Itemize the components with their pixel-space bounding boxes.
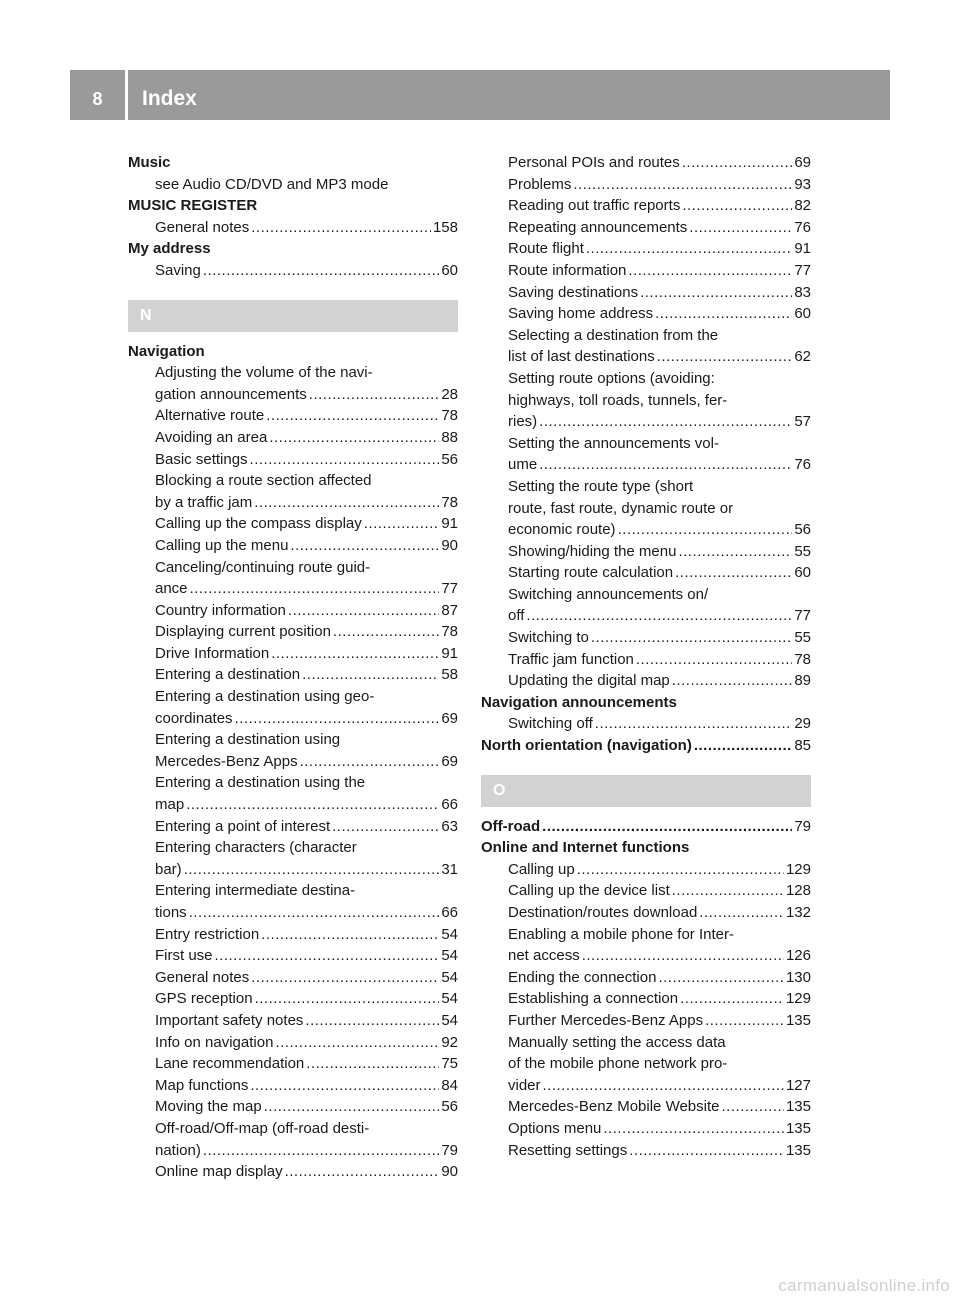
dot-leader <box>629 1140 784 1162</box>
page-reference: 128 <box>785 882 811 900</box>
index-subentry <box>481 967 811 989</box>
dot-leader <box>309 384 440 406</box>
index-subentry <box>481 605 811 627</box>
page-reference: 60 <box>441 261 458 279</box>
index-subentry <box>481 195 811 217</box>
entry-label: off <box>508 607 525 625</box>
page-reference: 75 <box>441 1055 458 1073</box>
dot-leader <box>577 859 784 881</box>
page-reference: 69 <box>794 154 811 171</box>
index-term: MUSIC REGISTER <box>128 197 258 215</box>
index-subentry <box>128 513 458 535</box>
entry-label: Calling up <box>508 860 575 878</box>
index-subentry <box>128 535 458 557</box>
page-reference: 85 <box>794 737 811 755</box>
index-subentry <box>481 1075 811 1097</box>
page-reference: 91 <box>441 644 458 662</box>
page-header <box>70 70 890 120</box>
entry-label: net access <box>508 947 580 965</box>
page-reference: 79 <box>441 1141 458 1159</box>
entry-label: Off-road <box>481 817 541 835</box>
entry-label: Mercedes-Benz Apps <box>155 752 298 770</box>
index-subentry <box>481 346 811 368</box>
dot-leader <box>269 427 439 449</box>
dot-leader <box>285 1161 440 1183</box>
page-reference: 78 <box>441 493 458 511</box>
dot-leader <box>526 605 792 627</box>
page-reference: 91 <box>794 240 811 258</box>
index-subentry: Blocking a route section affected <box>155 472 372 490</box>
index-subentry <box>481 1118 811 1140</box>
entry-label: Switching to <box>508 629 589 647</box>
dot-leader <box>189 902 440 924</box>
dot-leader <box>675 562 792 584</box>
index-subentry <box>481 152 811 174</box>
dot-leader <box>254 492 439 514</box>
entry-label: Saving <box>155 261 201 279</box>
dot-leader <box>542 816 792 838</box>
page-reference: 69 <box>441 709 458 727</box>
page-reference: 55 <box>794 629 811 647</box>
index-subentry: Entering a destination using geo- <box>155 688 375 706</box>
entry-label: nation) <box>155 1141 201 1159</box>
index-subentry <box>481 454 811 476</box>
dot-leader <box>658 967 784 989</box>
index-subentry <box>481 627 811 649</box>
page-reference: 135 <box>785 1098 811 1116</box>
dot-leader <box>591 627 792 649</box>
index-subentry <box>481 260 811 282</box>
index-subentry <box>128 217 458 239</box>
entry-label: Resetting settings <box>508 1141 628 1159</box>
index-subentry <box>481 238 811 260</box>
dot-leader <box>543 1075 784 1097</box>
page-reference: 88 <box>441 428 458 446</box>
entry-label: ume <box>508 456 538 474</box>
dot-leader <box>705 1010 784 1032</box>
page-reference: 31 <box>441 860 458 878</box>
dot-leader <box>618 519 793 541</box>
entry-label: Entering a point of interest <box>155 817 331 835</box>
entry-label: bar) <box>155 860 182 878</box>
index-subentry <box>128 260 458 282</box>
index-subentry <box>481 713 811 735</box>
dot-leader <box>251 967 439 989</box>
index-subentry <box>128 621 458 643</box>
index-term: Online and Internet functions <box>481 839 690 857</box>
entry-label: Starting route calculation <box>508 564 674 582</box>
index-subentry <box>128 945 458 967</box>
entry-label: Entering a destination <box>155 666 301 684</box>
index-subentry <box>128 449 458 471</box>
page-reference: 87 <box>441 601 458 619</box>
index-subentry <box>481 859 811 881</box>
dot-leader <box>332 816 439 838</box>
index-subentry <box>128 643 458 665</box>
page-reference: 135 <box>785 1119 811 1137</box>
dot-leader <box>582 945 784 967</box>
dot-leader <box>333 621 439 643</box>
index-subentry: Entering a destination using the <box>155 774 366 792</box>
page-reference: 60 <box>794 564 811 582</box>
entry-label: tions <box>155 904 187 921</box>
dot-leader <box>306 1053 439 1075</box>
page-reference: 57 <box>794 413 811 431</box>
entry-label: Online map display <box>155 1163 283 1181</box>
index-subentry: Setting the announcements vol- <box>508 434 719 452</box>
dot-leader <box>721 1096 783 1118</box>
page-reference: 63 <box>441 817 458 835</box>
entry-label: Basic settings <box>155 450 248 468</box>
index-subentry <box>481 1096 811 1118</box>
index-subentry: of the mobile phone network pro- <box>508 1055 728 1073</box>
dot-leader <box>290 535 439 557</box>
entry-label: Personal POIs and routes <box>508 154 680 171</box>
dot-leader <box>655 303 792 325</box>
page-reference: 28 <box>441 385 458 403</box>
entry-label: Calling up the device list <box>508 882 670 900</box>
page-reference: 92 <box>441 1033 458 1051</box>
index-column-left <box>128 152 458 1183</box>
page-reference: 89 <box>794 672 811 690</box>
index-subentry <box>481 282 811 304</box>
entry-label: Displaying current position <box>155 623 331 641</box>
page-reference: 78 <box>441 407 458 425</box>
index-subentry <box>128 751 458 773</box>
page-reference: 58 <box>441 666 458 684</box>
entry-label: Options menu <box>508 1119 602 1137</box>
index-subentry <box>481 1140 811 1162</box>
index-subentry <box>481 1010 811 1032</box>
entry-label: Country information <box>155 601 286 619</box>
entry-label: Map functions <box>155 1076 249 1094</box>
index-subentry: see Audio CD/DVD and MP3 mode <box>155 175 389 193</box>
page-reference: 56 <box>794 521 811 539</box>
entry-label: Updating the digital map <box>508 672 670 690</box>
index-subentry <box>481 880 811 902</box>
entry-label: Alternative route <box>155 407 265 425</box>
page-reference: 126 <box>785 947 811 965</box>
index-subentry <box>128 794 458 816</box>
dot-leader <box>672 670 793 692</box>
dot-leader <box>699 902 784 924</box>
entry-label: Important safety notes <box>155 1011 304 1029</box>
index-subentry <box>481 411 811 433</box>
index-subentry <box>481 174 811 196</box>
entry-label: Moving the map <box>155 1098 262 1116</box>
entry-label: ance <box>155 580 188 598</box>
index-subentry <box>128 1032 458 1054</box>
entry-label: General notes <box>155 218 250 236</box>
entry-label: ries) <box>508 413 538 431</box>
index-subentry <box>128 600 458 622</box>
page-reference: 78 <box>794 650 811 668</box>
page-reference: 77 <box>794 607 811 625</box>
index-subentry <box>481 562 811 584</box>
index-subentry <box>128 664 458 686</box>
dot-leader <box>636 649 792 671</box>
index-subentry: Entering characters (character <box>155 839 357 857</box>
index-subentry <box>128 405 458 427</box>
entry-label: Calling up the menu <box>155 536 289 554</box>
index-term: My address <box>128 240 211 258</box>
index-subentry: Entering intermediate destina- <box>155 882 356 900</box>
page-title: Index <box>142 87 197 110</box>
index-column-right <box>481 152 811 1161</box>
dot-leader <box>250 449 440 471</box>
page-reference: 56 <box>441 450 458 468</box>
entry-label: vider <box>508 1076 541 1094</box>
index-subentry <box>481 988 811 1010</box>
page-reference: 77 <box>794 261 811 279</box>
index-subentry <box>128 384 458 406</box>
entry-label: Entry restriction <box>155 925 260 943</box>
index-subentry: Setting route options (avoiding: <box>508 369 715 387</box>
dot-leader <box>573 174 792 196</box>
index-subentry <box>128 967 458 989</box>
index-subentry <box>128 1010 458 1032</box>
entry-label: GPS reception <box>155 990 253 1008</box>
section-letter: N <box>128 300 458 332</box>
page-reference: 54 <box>441 1011 458 1029</box>
dot-leader <box>275 1032 439 1054</box>
entry-label: First use <box>155 947 213 965</box>
index-subentry: Adjusting the volume of the navi- <box>155 364 373 382</box>
index-subentry <box>128 816 458 838</box>
page-reference: 132 <box>785 904 811 921</box>
index-subentry <box>481 670 811 692</box>
dot-leader <box>264 1096 440 1118</box>
index-subentry <box>128 492 458 514</box>
page-reference: 66 <box>441 904 458 921</box>
header-divider <box>125 70 128 120</box>
page-reference: 127 <box>785 1076 811 1094</box>
index-subentry: route, fast route, dynamic route or <box>508 499 734 517</box>
index-subentry <box>481 519 811 541</box>
dot-leader <box>305 1010 439 1032</box>
entry-label: by a traffic jam <box>155 493 253 511</box>
dot-leader <box>672 880 784 902</box>
dot-leader <box>678 541 792 563</box>
entry-label: map <box>155 796 185 814</box>
dot-leader <box>586 238 792 260</box>
index-subentry: Selecting a destination from the <box>508 326 719 344</box>
index-subentry <box>128 578 458 600</box>
dot-leader <box>595 713 793 735</box>
dot-leader <box>203 260 439 282</box>
watermark: carmanualsonline.info <box>778 1276 950 1295</box>
dot-leader <box>271 643 439 665</box>
dot-leader <box>266 405 439 427</box>
page-reference: 158 <box>432 218 458 236</box>
page-reference: 82 <box>794 197 811 215</box>
index-subentry: Entering a destination using <box>155 731 341 749</box>
index-subentry <box>481 649 811 671</box>
entry-label: Showing/hiding the menu <box>508 542 677 560</box>
entry-label: Lane recommendation <box>155 1055 305 1073</box>
dot-leader <box>250 1075 439 1097</box>
entry-label: General notes <box>155 968 250 986</box>
page-reference: 62 <box>794 348 811 366</box>
page-reference: 77 <box>441 580 458 598</box>
index-term: Navigation <box>128 342 205 360</box>
index-subentry: Enabling a mobile phone for Inter- <box>508 925 734 943</box>
dot-leader <box>251 217 431 239</box>
entry-label: Calling up the compass display <box>155 515 362 533</box>
page-reference: 54 <box>441 968 458 986</box>
page-number: 8 <box>92 89 103 109</box>
page-reference: 60 <box>794 305 811 323</box>
entry-label: Reading out traffic reports <box>508 197 681 215</box>
page-reference: 93 <box>794 175 811 193</box>
page-reference: 29 <box>794 715 811 733</box>
index-subentry: Canceling/continuing route guid- <box>155 558 371 576</box>
index-subentry <box>481 945 811 967</box>
index-subentry <box>128 902 458 924</box>
entry-label: Mercedes-Benz Mobile Website <box>508 1098 720 1116</box>
index-subentry <box>128 1053 458 1075</box>
entry-label: Drive Information <box>155 644 270 662</box>
page-reference: 79 <box>794 817 811 835</box>
entry-label: Switching off <box>508 715 593 733</box>
index-term: Music <box>128 154 171 171</box>
dot-leader <box>539 454 792 476</box>
dot-leader <box>364 513 440 535</box>
page-reference: 90 <box>441 536 458 554</box>
entry-label: Saving home address <box>508 305 654 323</box>
dot-leader <box>215 945 440 967</box>
dot-leader <box>288 600 439 622</box>
entry-label: Avoiding an area <box>155 428 268 446</box>
dot-leader <box>682 152 793 174</box>
dot-leader <box>682 195 792 217</box>
entry-label: Establishing a connection <box>508 990 679 1008</box>
index-subentry <box>128 1161 458 1183</box>
entry-label: Traffic jam function <box>508 650 634 668</box>
page-reference: 90 <box>441 1163 458 1181</box>
page-reference: 76 <box>794 456 811 474</box>
dot-leader <box>603 1118 784 1140</box>
index-subentry: Off-road/Off-map (off-road desti- <box>155 1119 370 1137</box>
index-subentry <box>128 427 458 449</box>
page-reference: 78 <box>441 623 458 641</box>
entry-label: gation announcements <box>155 385 307 403</box>
index-subentry: Manually setting the access data <box>508 1033 726 1051</box>
index-subentry <box>128 924 458 946</box>
dot-leader <box>261 924 439 946</box>
page-reference: 129 <box>785 990 811 1008</box>
index-subentry: Setting the route type (short <box>508 477 694 495</box>
section-letter: O <box>481 775 811 807</box>
index-subentry <box>128 859 458 881</box>
dot-leader <box>235 708 440 730</box>
entry-label: Saving destinations <box>508 283 639 301</box>
index-subentry <box>481 541 811 563</box>
index-term <box>481 735 811 757</box>
entry-label: economic route) <box>508 521 616 539</box>
dot-leader <box>302 664 439 686</box>
page-reference: 56 <box>441 1098 458 1116</box>
entry-label: Route flight <box>508 240 584 258</box>
page-reference: 69 <box>441 752 458 770</box>
index-term: Navigation announcements <box>481 693 677 711</box>
dot-leader <box>190 578 440 600</box>
page-reference: 135 <box>785 1141 811 1159</box>
index-subentry <box>128 988 458 1010</box>
page-reference: 54 <box>441 947 458 965</box>
entry-label: coordinates <box>155 709 233 727</box>
dot-leader <box>640 282 792 304</box>
page-reference: 66 <box>441 796 458 814</box>
dot-leader <box>539 411 792 433</box>
index-term <box>481 816 811 838</box>
dot-leader <box>255 988 440 1010</box>
page-reference: 76 <box>794 218 811 236</box>
entry-label: North orientation (navigation) <box>481 737 692 755</box>
entry-label: Route information <box>508 261 627 279</box>
dot-leader <box>628 260 792 282</box>
page-reference: 129 <box>785 860 811 878</box>
page-reference: 54 <box>441 990 458 1008</box>
index-subentry <box>481 217 811 239</box>
entry-label: Repeating announcements <box>508 218 688 236</box>
entry-label: Destination/routes download <box>508 904 698 921</box>
entry-label: Ending the connection <box>508 968 657 986</box>
index-subentry <box>128 1140 458 1162</box>
index-subentry <box>481 902 811 924</box>
dot-leader <box>657 346 793 368</box>
index-subentry <box>128 1075 458 1097</box>
entry-label: list of last destinations <box>508 348 655 366</box>
page-reference: 130 <box>785 968 811 986</box>
dot-leader <box>689 217 792 239</box>
entry-label: Problems <box>508 175 572 193</box>
page-reference: 91 <box>441 515 458 533</box>
dot-leader <box>300 751 440 773</box>
dot-leader <box>680 988 784 1010</box>
dot-leader <box>186 794 439 816</box>
index-subentry <box>481 303 811 325</box>
entry-label: Info on navigation <box>155 1033 274 1051</box>
index-subentry <box>128 708 458 730</box>
index-subentry <box>128 1096 458 1118</box>
dot-leader <box>203 1140 439 1162</box>
entry-label: Further Mercedes-Benz Apps <box>508 1011 704 1029</box>
page-reference: 84 <box>441 1076 458 1094</box>
index-subentry: highways, toll roads, tunnels, fer- <box>508 391 728 409</box>
page-reference: 54 <box>441 925 458 943</box>
page-reference: 83 <box>794 283 811 301</box>
dot-leader <box>184 859 440 881</box>
page-reference: 135 <box>785 1011 811 1029</box>
page-reference: 55 <box>794 542 811 560</box>
dot-leader <box>694 735 792 757</box>
index-subentry: Switching announcements on/ <box>508 585 709 603</box>
